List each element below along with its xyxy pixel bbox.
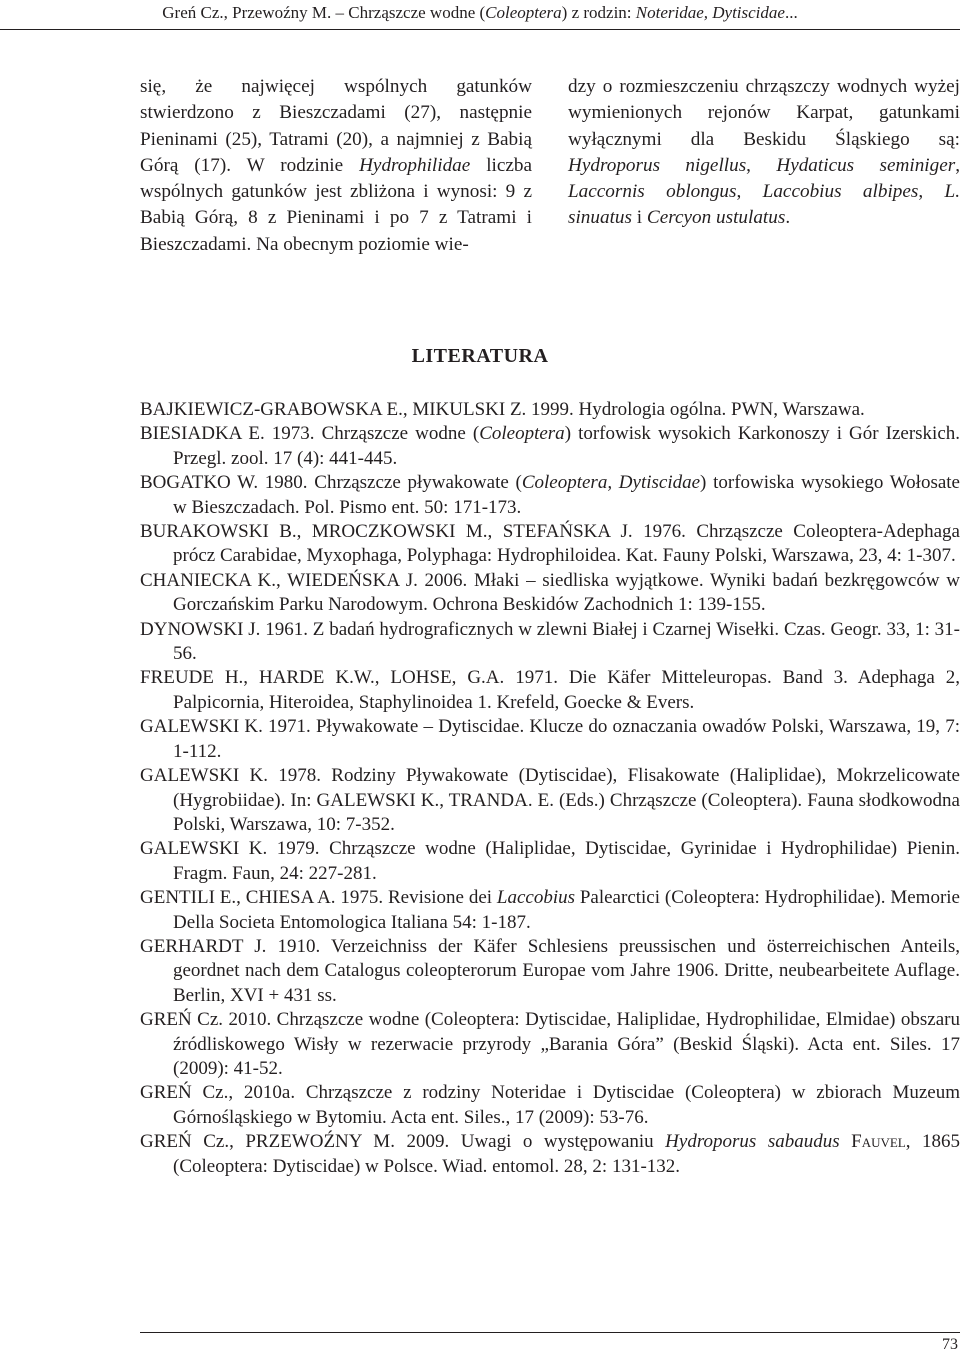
reference-item — [140, 471, 960, 520]
left-text-2: Hydrophilidae — [359, 154, 471, 176]
right-text-4: Hydaticus seminiger — [776, 154, 956, 176]
reference-text: ) torfowisk wysokich Karkonoszy i Gór Izerskich. Przegl. zool. 17 (4): 441-445. — [173, 423, 960, 469]
reference-text: ) torfowiska wysokiego Wołosate w Bieszczadach. Pol. Pismo ent. 50: 171-173. — [173, 472, 960, 518]
running-header — [0, 0, 960, 30]
right-text-10: L. sinuatus — [568, 181, 960, 229]
reference-item: GALEWSKI K. 1979. Chrząszcze wodne (Haliplidae, Dytiscidae, Gyrinidae i Hydrophilidae) Pienin. Fragm. Faun, 24: 227-281. — [140, 838, 960, 884]
right-text-7: , — [736, 181, 763, 203]
left-text-3: liczba wspólnych gatunków jest zbliżona i wynosi: 9 z Babią Górą, 8 z Pieninami i po 7 z Tatrami i Bieszczadami. Na obecnym poziomie wie- — [140, 154, 533, 255]
body-column-right — [568, 74, 960, 232]
body-column-left — [140, 74, 532, 258]
reference-item: GREŃ Cz. 2010. Chrząszcze wodne (Coleoptera: Dytiscidae, Haliplidae, Hydrophilidae, Elmidae) obszaru źródliskowego Wisły w rezerwacie przyrody „Barania Góra” (Beskid Śląski). Acta ent. Siles. 17 (2009): 41-52. — [140, 1009, 960, 1079]
reference-item — [140, 886, 960, 935]
reference-italic: Coleoptera — [479, 423, 565, 445]
reference-item: DYNOWSKI J. 1961. Z badań hydrograficznych w zlewni Białej i Czarnej Wisełki. Czas. Geogr. 33, 1: 31-56. — [140, 618, 960, 665]
right-text-6: Laccornis oblongus — [568, 181, 737, 203]
reference-text: BOGATKO W. 1980. Chrząszcze pływakowate ( — [140, 472, 522, 494]
reference-italic: Coleoptera, Dytiscidae — [521, 472, 701, 494]
reference-text: BIESIADKA E. 1973. Chrząszcze wodne ( — [140, 423, 480, 445]
page-number: 73 — [942, 1336, 958, 1353]
reference-text: Palearctici (Coleoptera: Hydrophilidae). Memorie Della Societa Entomologica Italiana 54: 1-187. — [173, 887, 960, 933]
reference-item: BURAKOWSKI B., MROCZKOWSKI M., STEFAŃSKA J. 1976. Chrząszcze Coleoptera-Adephaga prócz Carabidae, Myxophaga, Polyphaga: Hydrophiloidea. Kat. Fauny Polski, Warszawa, 23, 4: 1-307. — [140, 521, 960, 567]
reference-item — [140, 422, 960, 471]
reference-item: GERHARDT J. 1910. Verzeichniss der Käfer Schlesiens preussischen und österreichischen Anteils, geordnet nach dem Catalogus coleopterorum Europae vom Jahre 1906. Dritte, neubearbeitete Auflage. Berlin, XVI + 431 ss. — [140, 935, 960, 1006]
reference-italic: Laccobius — [496, 887, 575, 909]
right-text-9: , — [918, 181, 945, 203]
reference-author-smallcaps: Fauvel — [851, 1131, 906, 1153]
footer-rule — [140, 1332, 960, 1333]
reference-italic: Hydroporus sabaudus — [665, 1131, 840, 1153]
right-text-11: i — [631, 207, 647, 229]
reference-item: GREŃ Cz., 2010a. Chrząszcze z rodziny Noteridae i Dytiscidae (Coleoptera) w zbiorach Muzeum Górnośląskiego w Bytomiu. Acta ent. Siles., 17 (2009): 53-76. — [140, 1082, 960, 1128]
reference-text: , 1865 (Coleoptera: Dytiscidae) w Polsce. Wiad. entomol. 28, 2: 131-132. — [173, 1131, 960, 1177]
right-text-8: Laccobius albipes — [762, 181, 919, 203]
reference-list — [140, 398, 960, 1179]
header-text-d: Noteridae, Dytiscidae — [635, 3, 785, 22]
right-text-3: , — [746, 154, 777, 176]
left-text-1: się, że najwięcej wspólnych gatunków stwierdzono z Bieszczadami (27), następnie Pieninami (25), Tatrami (20), a najmniej z Babią Górą (17). W rodzinie — [140, 76, 532, 176]
reference-item: FREUDE H., HARDE K.W., LOHSE, G.A. 1971. Die Käfer Mitteleuropas. Band 3. Adephaga 2, Palpicornia, Hiteroidea, Staphylinoidea 1. Krefeld, Goecke & Evers. — [140, 667, 960, 713]
reference-item: GALEWSKI K. 1971. Pływakowate – Dytiscidae. Klucze do oznaczania owadów Polski, Warszawa, 19, 7: 1-112. — [140, 716, 960, 762]
right-text-5: , — [955, 154, 960, 176]
reference-text: GENTILI E., CHIESA A. 1975. Revisione dei — [140, 887, 497, 909]
reference-item: GALEWSKI K. 1978. Rodziny Pływakowate (Dytiscidae), Flisakowate (Haliplidae), Mokrzelicowate (Hygrobiidae). In: GALEWSKI K., TRANDA. E. (Eds.) Chrząszcze (Coleoptera). Fauna słodkowodna Polski, Warszawa, 10: 7-352. — [140, 765, 960, 835]
right-text-2: Hydroporus nigellus — [568, 154, 747, 176]
header-text-b: Coleoptera — [485, 3, 562, 22]
reference-text — [840, 1131, 852, 1152]
reference-text: GREŃ Cz., PRZEWOŹNY M. 2009. Uwagi o występowaniu — [140, 1131, 666, 1153]
header-text-c: ) z rodzin: — [561, 3, 636, 22]
reference-item: BAJKIEWICZ-GRABOWSKA E., MIKULSKI Z. 1999. Hydrologia ogólna. PWN, Warszawa. — [140, 399, 865, 420]
header-text-e: ... — [784, 3, 798, 22]
right-text-1: dzy o rozmieszczeniu chrząszczy wodnych wyżej wymienionych rejonów Karpat, gatunkami wyłącznymi dla Beskidu Śląskiego są: — [568, 76, 960, 150]
section-title: LITERATURA — [411, 345, 549, 367]
reference-item: CHANIECKA K., WIEDEŃSKA J. 2006. Młaki – siedliska wyjątkowe. Wyniki badań bezkręgowców w Gorczańskim Parku Narodowym. Ochrona Beskidów Zachodnich 1: 139-155. — [140, 569, 960, 616]
header-text-a: Greń Cz., Przewoźny M. – Chrząszcze wodne ( — [162, 3, 486, 22]
right-text-12: Cercyon ustulatus — [646, 207, 786, 229]
reference-item — [140, 1130, 960, 1179]
right-text-13: . — [785, 207, 791, 229]
